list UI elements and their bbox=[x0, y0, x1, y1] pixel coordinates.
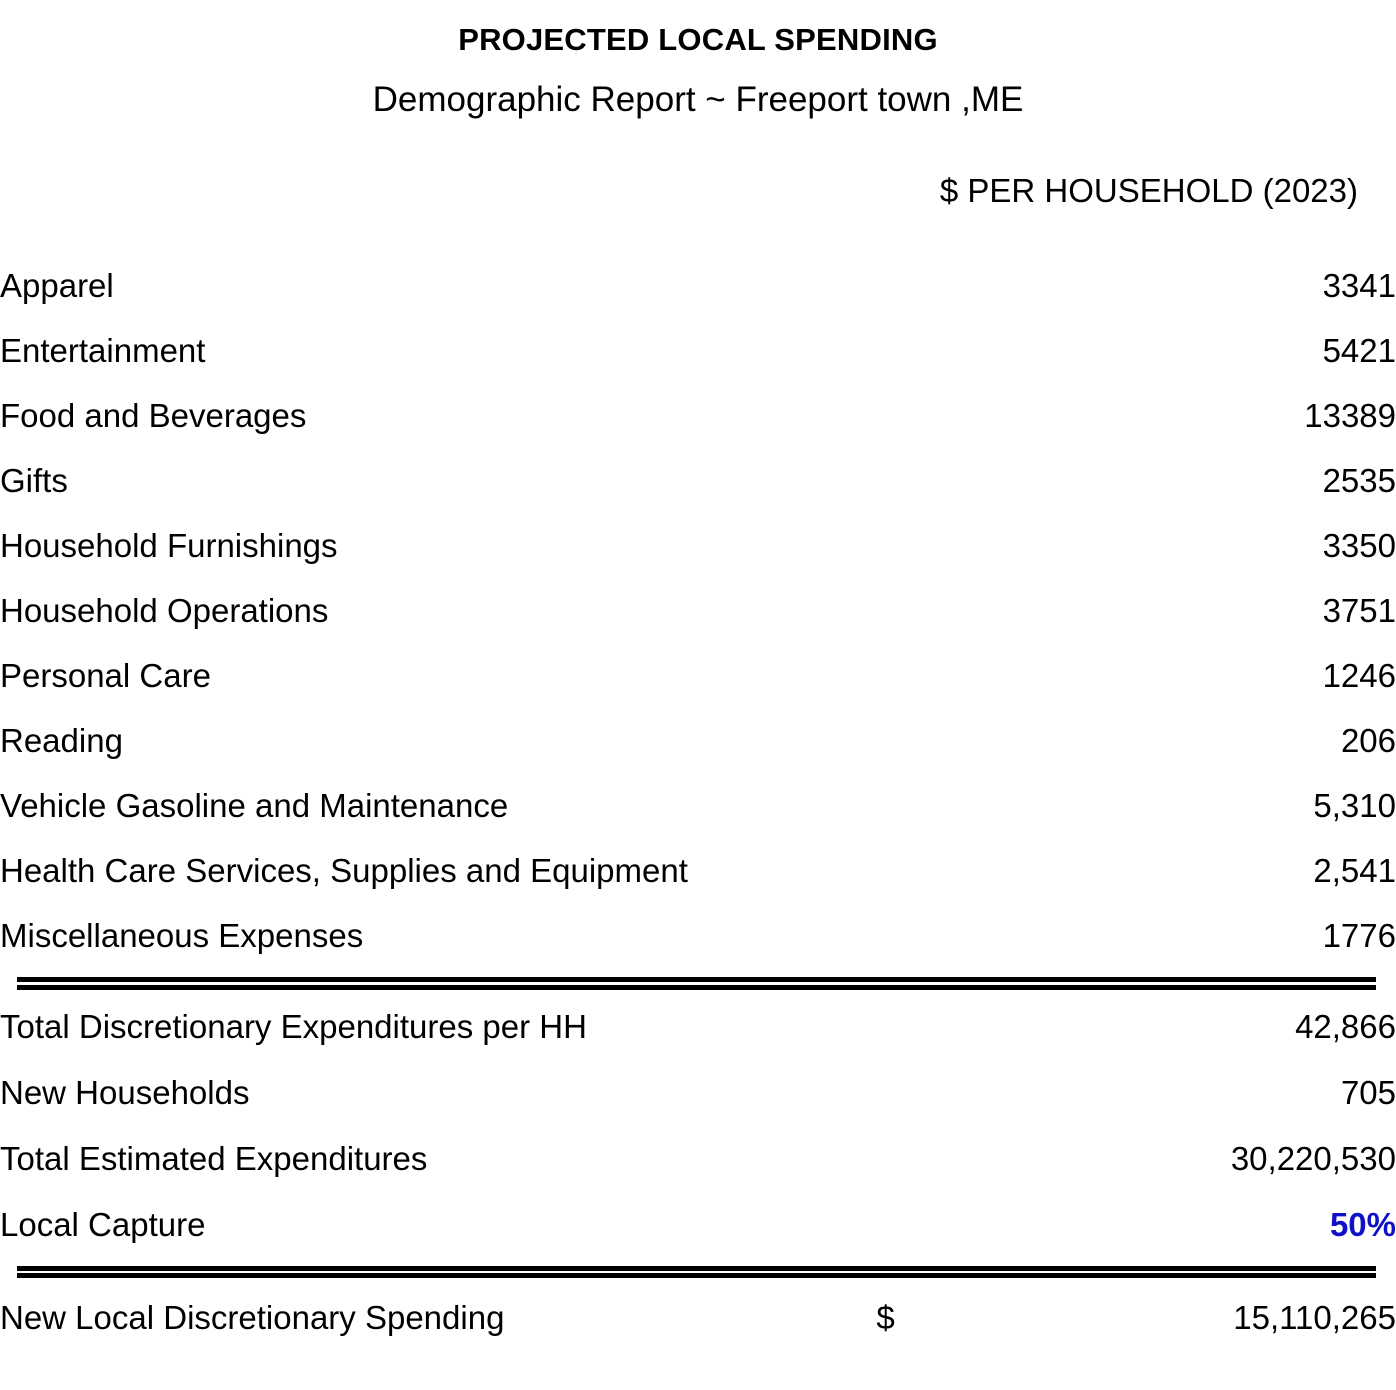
line-item-rows bbox=[0, 253, 1396, 1352]
row-label: Reading bbox=[0, 722, 123, 759]
row-label: Local Capture bbox=[0, 1206, 206, 1243]
table-row bbox=[0, 708, 1396, 773]
row-value: 705 bbox=[1340, 1074, 1396, 1111]
row-symbol bbox=[876, 318, 1090, 383]
row-label: Personal Care bbox=[0, 657, 211, 694]
row-symbol bbox=[876, 513, 1090, 578]
grand-total-label: New Local Discretionary Spending bbox=[0, 1299, 505, 1336]
row-symbol bbox=[876, 448, 1090, 513]
row-symbol bbox=[876, 578, 1090, 643]
grand-total-value: 15,110,265 bbox=[1233, 1299, 1396, 1336]
row-symbol bbox=[876, 383, 1090, 448]
row-symbol bbox=[876, 1126, 1090, 1192]
table-row bbox=[0, 643, 1396, 708]
row-symbol bbox=[876, 708, 1090, 773]
table-row bbox=[0, 903, 1396, 968]
table-row-local-capture bbox=[0, 1192, 1396, 1258]
row-label: Entertainment bbox=[0, 332, 206, 369]
row-value: 3350 bbox=[1322, 527, 1396, 564]
row-value: 3341 bbox=[1322, 267, 1396, 304]
table-row bbox=[0, 513, 1396, 578]
row-value: 13389 bbox=[1304, 397, 1396, 434]
table-row bbox=[0, 383, 1396, 448]
table-row bbox=[0, 1060, 1396, 1126]
row-value: 2,541 bbox=[1313, 852, 1396, 889]
row-symbol bbox=[876, 838, 1090, 903]
table-row bbox=[0, 994, 1396, 1060]
table-row bbox=[0, 318, 1396, 383]
section-divider-top bbox=[0, 968, 1396, 994]
row-symbol bbox=[876, 903, 1090, 968]
local-capture-value: 50% bbox=[1329, 1206, 1396, 1243]
row-value: 5,310 bbox=[1313, 787, 1396, 824]
row-symbol bbox=[876, 1192, 1090, 1258]
table-row bbox=[0, 838, 1396, 903]
page-subtitle: Demographic Report ~ Freeport town ,ME bbox=[372, 80, 1024, 119]
row-label: Household Furnishings bbox=[0, 527, 338, 564]
row-symbol bbox=[876, 773, 1090, 838]
row-label: Gifts bbox=[0, 462, 68, 499]
row-value: 30,220,530 bbox=[1230, 1140, 1396, 1177]
row-label: Household Operations bbox=[0, 592, 329, 629]
double-rule bbox=[17, 977, 1376, 990]
row-value: 3751 bbox=[1322, 592, 1396, 629]
row-symbol bbox=[876, 1060, 1090, 1126]
row-label: Apparel bbox=[0, 267, 114, 304]
row-value: 206 bbox=[1340, 722, 1396, 759]
title-block bbox=[0, 0, 1396, 123]
table-row bbox=[0, 253, 1396, 318]
row-value: 1776 bbox=[1322, 917, 1396, 954]
row-symbol bbox=[876, 253, 1090, 318]
table-row bbox=[0, 578, 1396, 643]
row-label: Health Care Services, Supplies and Equipment bbox=[0, 852, 688, 889]
page-title: PROJECTED LOCAL SPENDING bbox=[458, 22, 938, 57]
row-label: Total Estimated Expenditures bbox=[0, 1140, 428, 1177]
value-column-header: $ PER HOUSEHOLD (2023) bbox=[939, 172, 1358, 209]
currency-symbol: $ bbox=[876, 1299, 895, 1336]
table-row-grand-total bbox=[0, 1284, 1396, 1352]
double-rule bbox=[17, 1266, 1376, 1278]
spending-table bbox=[0, 253, 1396, 1352]
section-divider-bottom bbox=[0, 1258, 1396, 1284]
row-value: 2535 bbox=[1322, 462, 1396, 499]
row-label: New Households bbox=[0, 1074, 250, 1111]
row-symbol bbox=[876, 643, 1090, 708]
row-label: Vehicle Gasoline and Maintenance bbox=[0, 787, 509, 824]
row-symbol bbox=[876, 994, 1090, 1060]
row-label: Food and Beverages bbox=[0, 397, 307, 434]
row-label: Total Discretionary Expenditures per HH bbox=[0, 1008, 587, 1045]
table-row bbox=[0, 1126, 1396, 1192]
row-value: 5421 bbox=[1322, 332, 1396, 369]
row-label: Miscellaneous Expenses bbox=[0, 917, 364, 954]
row-value: 42,866 bbox=[1295, 1008, 1396, 1045]
table-row bbox=[0, 448, 1396, 513]
table-row bbox=[0, 773, 1396, 838]
row-value: 1246 bbox=[1322, 657, 1396, 694]
